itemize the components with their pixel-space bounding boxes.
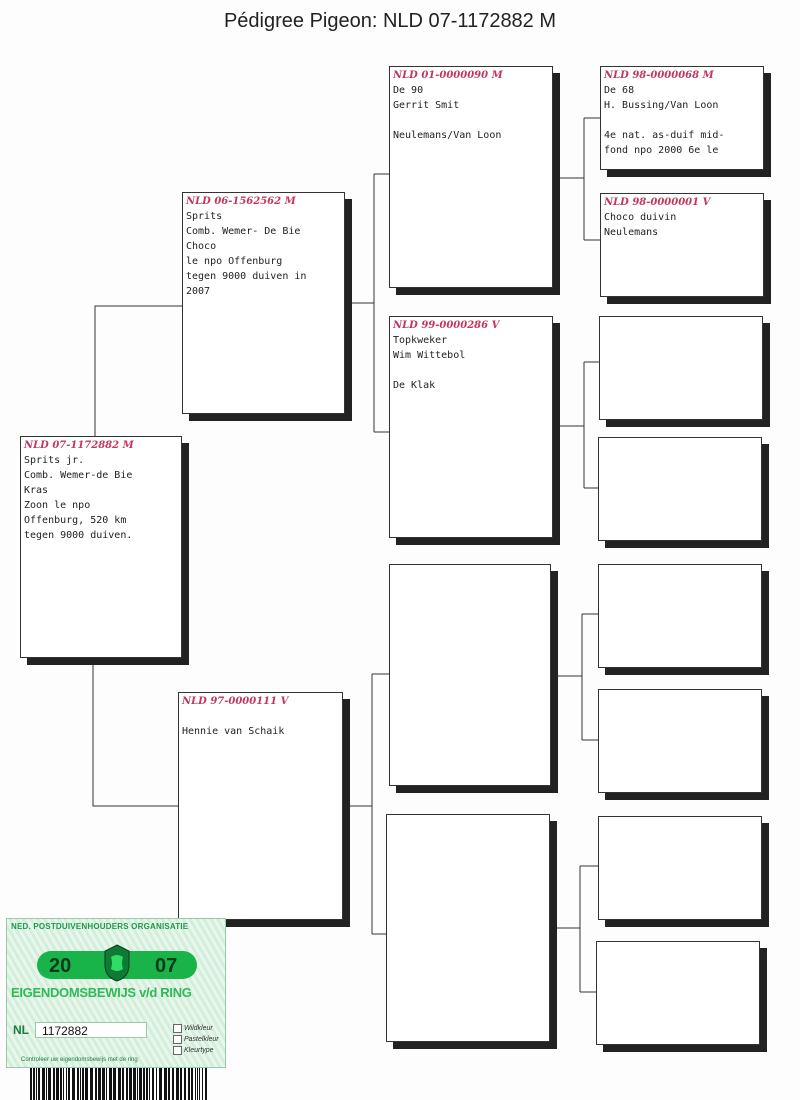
certificate-country: NL (13, 1023, 29, 1037)
pigeon-info-line: Neulemans/Van Loon (393, 130, 502, 141)
barcode-icon (30, 1068, 210, 1100)
certificate-option: Pastelkleur (173, 1034, 219, 1045)
pigeon-info-line (393, 113, 549, 128)
pedigree-card-dam-dam (386, 814, 550, 1042)
pigeon-info-line: Topkweker (393, 335, 448, 346)
pedigree-card-ggp-5 (598, 564, 762, 668)
pedigree-card-ggp-2 (600, 193, 764, 297)
pigeon-info-line: Zoon le npo (24, 500, 91, 511)
certificate-year-right: 07 (155, 955, 178, 977)
certificate-options (173, 1023, 219, 1056)
ring-number: NLD 99-0000286 V (393, 320, 500, 331)
pigeon-info-line: Sprits (186, 211, 223, 222)
pigeon-info-line: tegen 9000 duiven. (24, 530, 133, 541)
pedigree-card-ggp-8 (596, 941, 760, 1045)
ring-number: NLD 06-1562562 M (186, 196, 296, 207)
pigeon-info-line: Offenburg, 520 km (24, 515, 127, 526)
pigeon-info-line: H. Bussing/Van Loon (604, 100, 719, 111)
pedigree-card-ggp-3 (599, 316, 763, 420)
certificate-title: EIGENDOMSBEWIJS v/d RING (11, 985, 192, 1000)
pigeon-info-line: De Klak (393, 380, 436, 391)
pigeon-info-line: Kras (24, 485, 49, 496)
pedigree-card-ggp-1 (600, 66, 764, 170)
pigeon-info-line: Choco duivin (604, 212, 677, 223)
certificate-footer: Controleer uw eigendomsbewijs met de ring (21, 1057, 138, 1063)
pigeon-info-line: Gerrit Smit (393, 100, 460, 111)
ring-number: NLD 07-1172882 M (24, 440, 134, 451)
pigeon-info-line: Hennie van Schaik (182, 726, 285, 737)
lion-emblem-icon (99, 943, 135, 983)
certificate-option: Kleurtype (173, 1045, 219, 1056)
pigeon-info-line: Sprits jr. (24, 455, 85, 466)
pigeon-info-line: Comb. Wemer- De Bie (186, 226, 301, 237)
pedigree-card-sire (182, 192, 345, 414)
pigeon-info-line: De 68 (604, 85, 635, 96)
pigeon-info-line (393, 363, 549, 378)
ring-number: NLD 01-0000090 M (393, 70, 503, 81)
pigeon-info-line: Wim Wittebol (393, 350, 466, 361)
pigeon-info-line: tegen 9000 duiven in (186, 271, 307, 282)
page-title: Pédigree Pigeon: NLD 07-1172882 M (223, 10, 557, 32)
pigeon-info-line: le npo Offenburg (186, 256, 283, 267)
ring-number: NLD 98-0000068 M (604, 70, 714, 81)
pigeon-info-line: 2007 (186, 286, 211, 297)
ring-number: NLD 98-0000001 V (604, 197, 711, 208)
pigeon-info-line (182, 709, 339, 724)
pedigree-card-ggp-7 (598, 816, 762, 920)
pigeon-info-line (604, 113, 760, 128)
pigeon-info-line: 4e nat. as-duif mid- (604, 130, 725, 141)
certificate-organisation: NED. POSTDUIVENHOUDERS ORGANISATIE (11, 922, 189, 931)
pigeon-info-line: Comb. Wemer-de Bie (24, 470, 133, 481)
pedigree-card-sire-dam (389, 316, 553, 538)
certificate-option: Wildkleur (173, 1023, 219, 1034)
ring-certificate (6, 918, 226, 1068)
pigeon-info-line: fond npo 2000 6e le (604, 145, 719, 156)
pigeon-info-line: Neulemans (604, 227, 659, 238)
pedigree-card-sire-sire (389, 66, 553, 288)
ring-number: NLD 97-0000111 V (182, 696, 289, 707)
pedigree-card-ggp-4 (598, 437, 762, 541)
pedigree-card-ggp-6 (598, 689, 762, 793)
pedigree-card-dam-sire (389, 564, 551, 786)
pedigree-card-subject (20, 436, 182, 658)
pigeon-info-line: De 90 (393, 85, 424, 96)
certificate-ring-number: 1172882 (35, 1022, 147, 1038)
certificate-year-left: 20 (49, 955, 72, 977)
pedigree-card-dam (178, 692, 343, 920)
pigeon-info-line: Choco (186, 241, 217, 252)
